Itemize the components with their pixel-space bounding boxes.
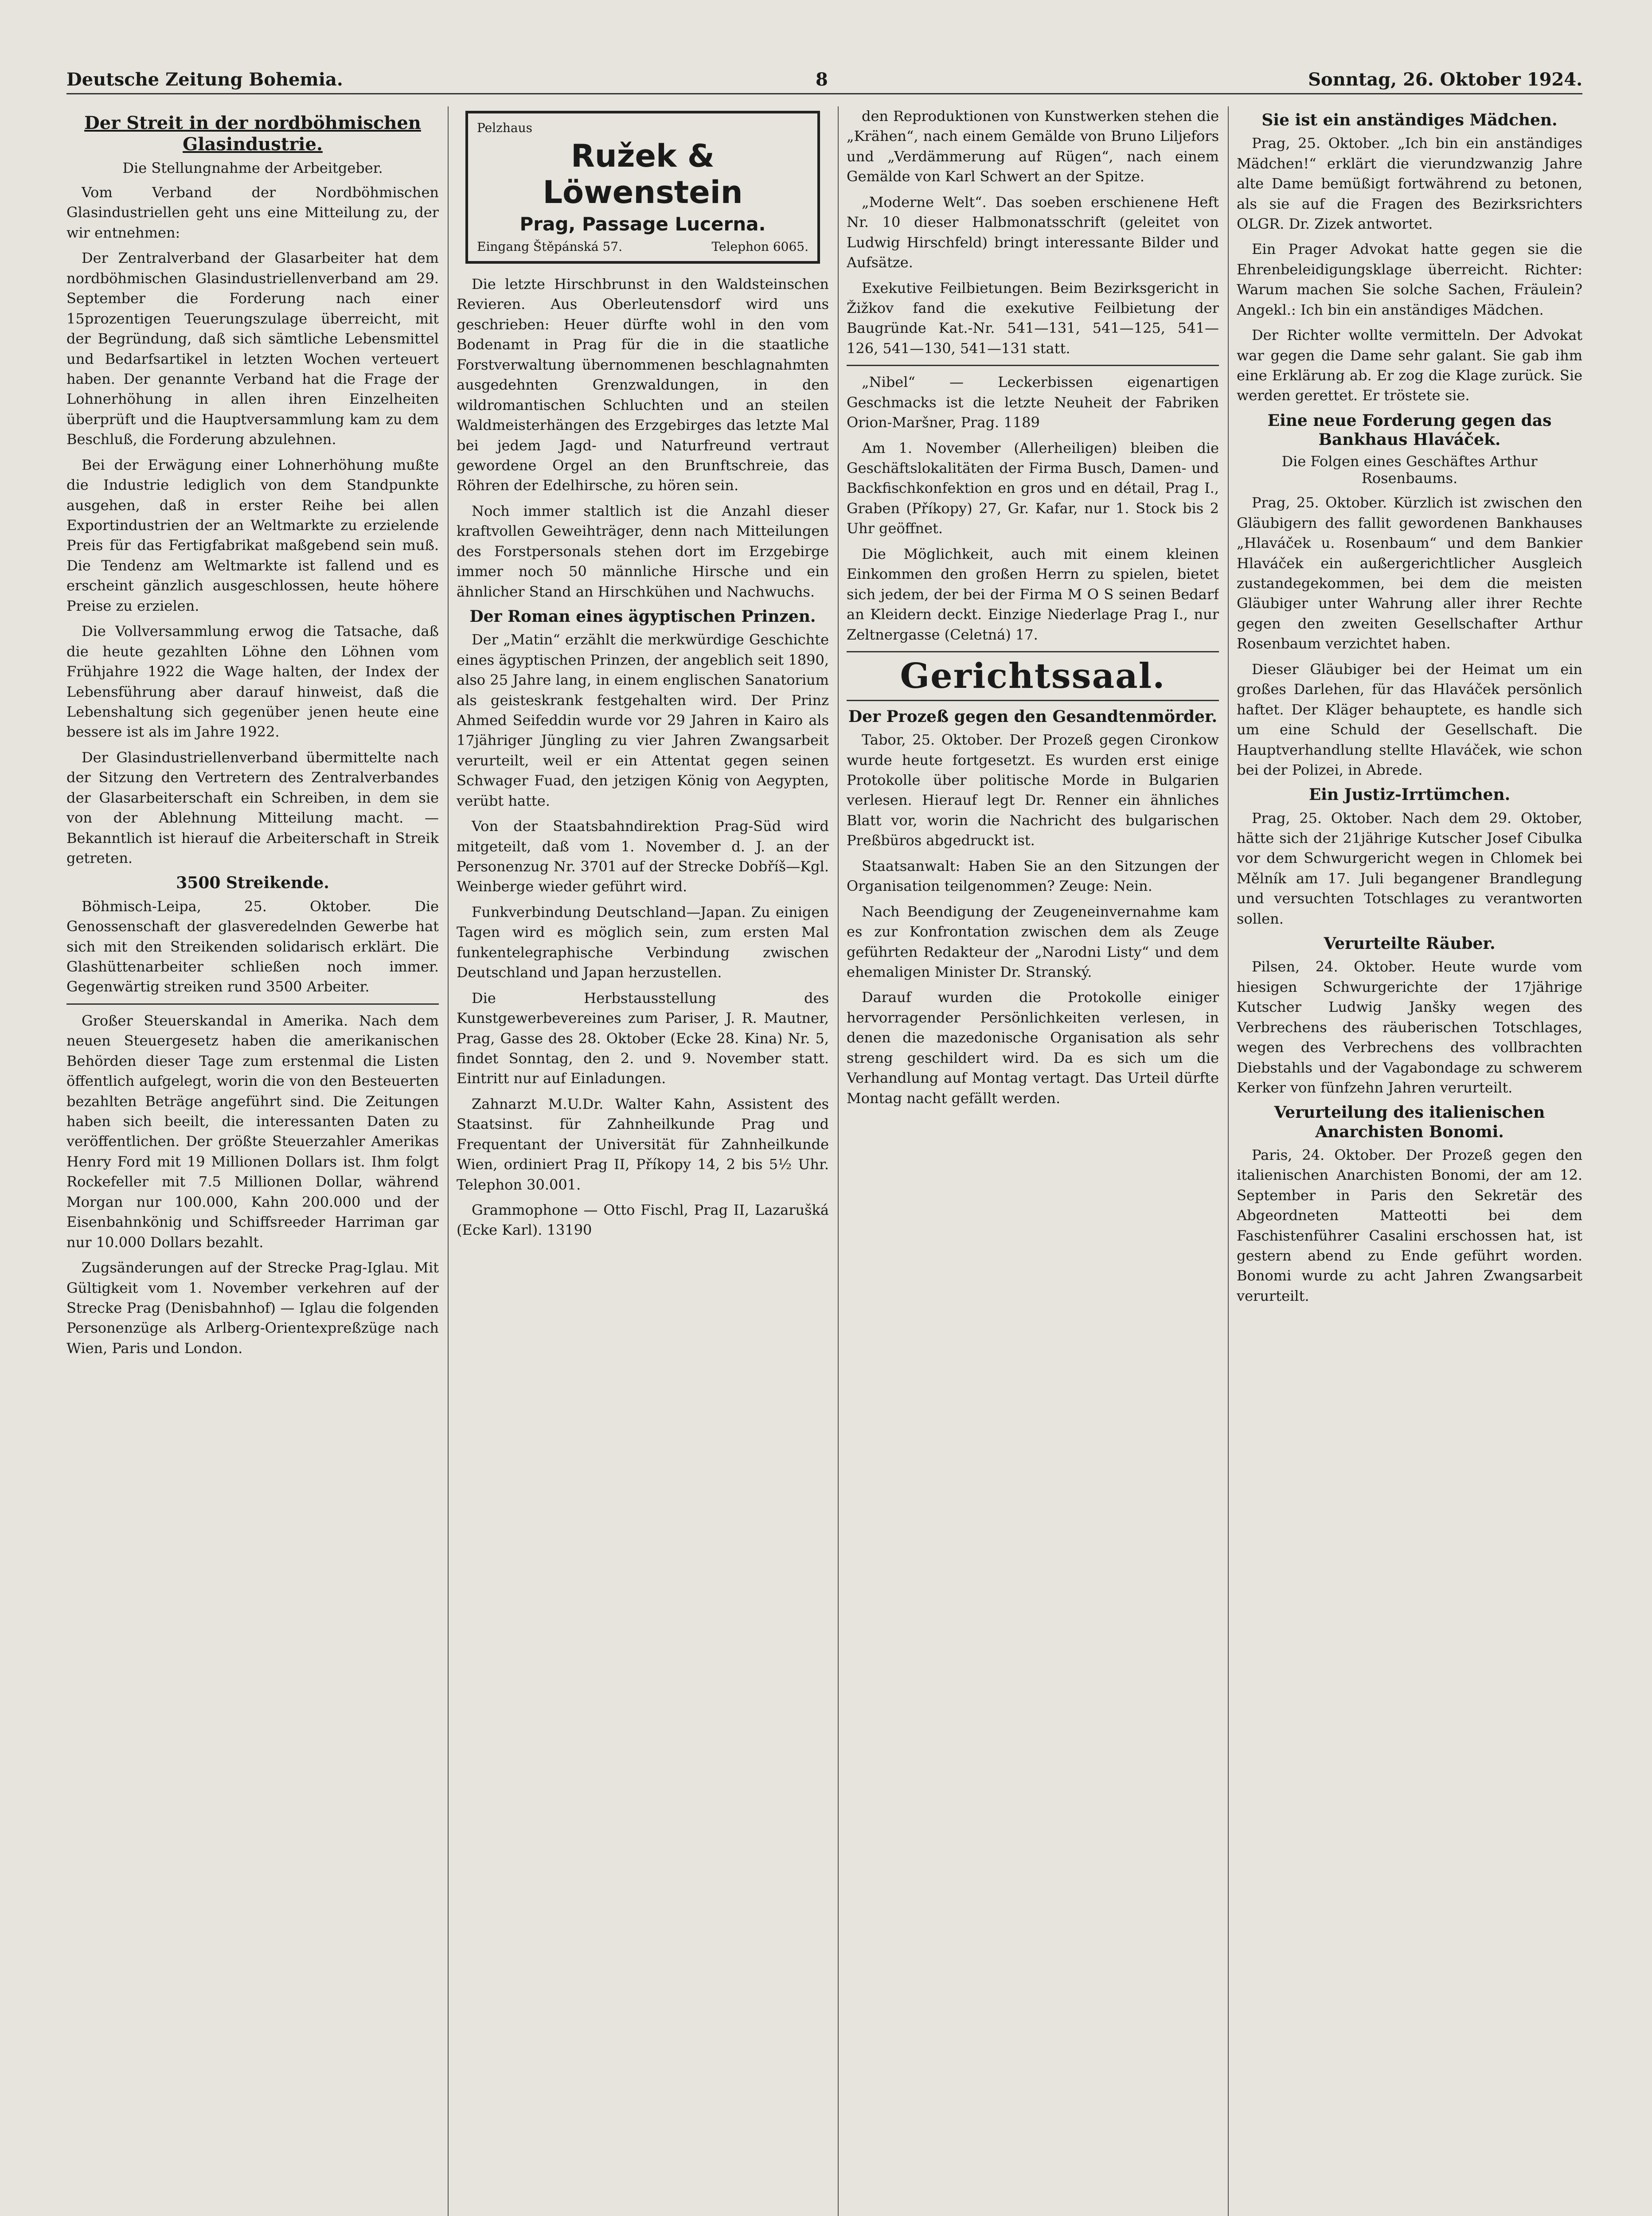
article-subtitle: Die Stellungnahme der Arbeitgeber. xyxy=(122,160,383,176)
article-paragraph: Paris, 24. Oktober. Der Prozeß gegen den italienischen Anarchisten Bonomi, der am 12. September in Paris den Sekretär des Abgeordneten Matteotti bei dem Faschistenführer Casalini erschossen hat, ist gestern abend zu Ende geführt worden. Bonomi wurde zu acht Jahren Zwangsarbeit verurteilt. xyxy=(1237,1146,1582,1304)
article-title-envoy-murderer: Der Prozeß gegen den Gesandtenmörder. xyxy=(848,707,1218,726)
article-paragraph: Großer Steuerskandal in Amerika. Nach dem neuen Steuergesetz haben die amerikanischen Behörden dieser Tage zum erstenmal die Listen öffentlich aufgelegt, worin die von den Besteuerten bezahlten Beträge angeführt sind. Die Zeitungen haben sich beeilt, die interessanten Daten zu veröffentlichen. Der größte Steuerzahler Amerikas Henry Ford mit 19 Millionen Dollars ist. Ihm folgt Rockefeller mit 7.5 Millionen Dollar, während Morgan nur 100.000, Kahn 200.000 und der Eisenbahnkönig und Schiffsreeder Harriman gar nur 10.000 Dollars bezahlt. xyxy=(66,1012,439,1251)
article-paragraph: Pilsen, 24. Oktober. Heute wurde vom hiesigen Schwurgerichte der 17jährige Kutscher Ludwig Janšky wegen des Verbrechens des räuberischen Totschlages, wegen des Verbrechens des vollbrachten Diebstahls und der Vagabondage zu schwerem Kerker von fünfzehn Jahren verurteilt. xyxy=(1237,958,1582,1096)
issue-date: Sonntag, 26. Oktober 1924. xyxy=(1308,69,1582,90)
ad-brand: Ružek & Löwenstein xyxy=(543,138,743,211)
article-paragraph: Die Herbstausstellung des Kunstgewerbevereines zum Pariser, J. R. Mautner, Prag, Gasse des 28. Oktober (Ecke 28. Kina) Nr. 5, findet Sonntag, den 2. und 9. November statt. Eintritt nur auf Einladungen. xyxy=(457,989,829,1087)
divider xyxy=(66,1003,439,1005)
article-title-decent-girl: Sie ist ein anständiges Mädchen. xyxy=(1261,111,1558,129)
article-paragraph: Funkverbindung Deutschland—Japan. Zu einigen Tagen wird es möglich sein, zum ersten Mal funkentelegraphische Verbindung zwischen Deutschland und Japan herzustellen. xyxy=(457,903,829,981)
article-paragraph: Nach Beendigung der Zeugeneinvernahme kam es zur Konfrontation zwischen dem als Zeuge geführten Redakteur der „Narodni Listy“ und dem ehemaligen Minister Dr. Stranský. xyxy=(847,903,1219,980)
article-paragraph: „Moderne Welt“. Das soeben erschienene Heft Nr. 10 dieser Halbmonatsschrift (geleitet von Ludwig Hirschfeld) bringt interessante Bilder und Aufsätze. xyxy=(847,193,1219,271)
article-title-egyptian-prince: Der Roman eines ägyptischen Prinzen. xyxy=(469,607,816,626)
article-paragraph: Prag, 25. Oktober. Kürzlich ist zwischen den Gläubigern des fallit gewordenen Bankhauses „Hlaváček u. Rosenbaum“ und dem Bankier Hlaváček ein außergerichtlicher Ausgleich zustandegekommen, bei dem die meisten Gläubiger unter Wahrung aller ihrer Rechte gegen den zweiten Gesellschafter Arthur Rosenbaum verzichtet haben. xyxy=(1237,494,1582,652)
column-1 xyxy=(66,106,439,2216)
article-paragraph: Die Möglichkeit, auch mit einem kleinen Einkommen den großen Herrn zu spielen, bietet sich jedem, der bei der Firma M O S seinen Bedarf an Kleidern deckt. Einzige Niederlage Prag I., nur Zeltnergasse (Celetná) 17. xyxy=(847,545,1219,643)
article-title-glass-strike: Der Streit in der nordböhmischen Glasindustrie. xyxy=(84,113,421,155)
article-paragraph: Tabor, 25. Oktober. Der Prozeß gegen Cironkow wurde heute fortgesetzt. Es wurden erst einige Protokolle über politische Morde in Bulgarien verlesen. Hierauf legt Dr. Renner ein ähnliches Blatt vor, worin die Nachricht des bulgarischen Preßbüros abgedruckt ist. xyxy=(847,731,1219,849)
article-paragraph: Der Richter wollte vermitteln. Der Advokat war gegen die Dame sehr galant. Sie gab ihm eine Erklärung ab. Er zog die Klage zurück. Sie werden gerettet. Er tröstete sie. xyxy=(1237,327,1582,404)
article-paragraph: Darauf wurden die Protokolle einiger hervorragender Persönlichkeiten verlesen, in denen die mazedonische Organisation als sehr streng geschildert wird. Da es sich um die Verhandlung auf Montag vertagt. Das Urteil dürfte Montag nacht gefällt werden. xyxy=(847,989,1219,1107)
column-rule xyxy=(448,106,449,2216)
column-2 xyxy=(457,106,829,2216)
column-rule xyxy=(838,106,839,2216)
article-paragraph: Zugsänderungen auf der Strecke Prag-Iglau. Mit Gültigkeit vom 1. November verkehren auf der Strecke Prag (Denisbahnhof) — Iglau die folgenden Personenzüge als Arlberg-Orientexpreßzüge nach Wien, Paris und London. xyxy=(66,1259,439,1357)
article-paragraph: den Reproduktionen von Kunstwerken stehen die „Krähen“, nach einem Gemälde von Bruno Liljefors und „Verdämmerung auf Rügen“, nach einem Gemälde von Karl Schwert an der Spitze. xyxy=(847,108,1219,185)
newspaper-page xyxy=(66,66,1582,2216)
article-paragraph: Ein Prager Advokat hatte gegen sie die Ehrenbeleidigungsklage überreicht. Richter: Warum machen Sie solche Sachen, Fräulein? Angekl.: Ich bin ein anständiges Mädchen. xyxy=(1237,241,1582,318)
article-paragraph: Die Vollversammlung erwog die Tatsache, daß die heute gezahlten Löhne den Löhnen vom Frühjahre 1922 die Wage halten, der Index der Lebensführung aber darauf hinweist, daß die Lebenshaltung sich gegenüber jenen heute eine bessere ist als im Jahre 1922. xyxy=(66,623,439,741)
article-paragraph: Bei der Erwägung einer Lohnerhöhung mußte die Industrie lediglich von dem Standpunkte ausgehen, daß in erster Reihe bei allen Exportindustrien der an Weltmarkte zu erzielende Preis für das Fertigfabrikat maßgebend sein muß. Die Tendenz am Weltmarkte ist fallend und es erscheint gänzlich ausgeschlossen, heute höhere Preise zu erzielen. xyxy=(66,456,439,614)
column-3 xyxy=(847,106,1219,2216)
masthead-name: Deutsche Zeitung Bohemia. xyxy=(66,69,343,90)
article-paragraph: Der „Matin“ erzählt die merkwürdige Geschichte eines ägyptischen Prinzen, der angeblich seit 1890, also 25 Jahre lang, in einem englischen Sanatorium als geisteskrank festgehalten wird. Der Prinz Ahmed Seifeddin wurde vor 29 Jahren in Kairo als 17jähriger Jüngling zu vier Jahren Zwangsarbeit verurteilt, weil er ein Attentat gegen seinen Schwager Fuad, den jetzigen König von Aegypten, verübt hatte. xyxy=(457,631,829,809)
article-paragraph: Vom Verband der Nordböhmischen Glasindustriellen geht uns eine Mitteilung zu, der wir entnehmen: xyxy=(66,184,439,241)
article-title-bank-claim: Eine neue Forderung gegen das Bankhaus Hlaváček. xyxy=(1267,411,1552,449)
article-subtitle: Die Folgen eines Geschäftes Arthur Rosenbaums. xyxy=(1281,453,1538,487)
column-rule xyxy=(1228,106,1229,2216)
column-4 xyxy=(1237,106,1582,2216)
article-paragraph: Böhmisch-Leipa, 25. Oktober. Die Genossenschaft der glasveredelnden Gewerbe hat sich mit den Streikenden solidarisch erklärt. Die Glashüttenarbeiter schließen noch immer. Gegenwärtig streiken rund 3500 Arbeiter. xyxy=(66,897,439,995)
article-paragraph: Prag, 25. Oktober. Nach dem 29. Oktober, hätte sich der 21jährige Kutscher Josef Cibulka vor dem Schwurgericht wegen in Chlomek bei Mělník am 17. Juli begangener Brandlegung und versuchten Totschlages zu verantworten sollen. xyxy=(1237,809,1582,927)
article-paragraph: Von der Staatsbahndirektion Prag-Süd wird mitgeteilt, daß vom 1. November d. J. an der Personenzug Nr. 3701 auf der Strecke Dobříš—Kgl. Weinberge wieder geführt wird. xyxy=(457,818,829,895)
article-paragraph: Exekutive Feilbietungen. Beim Bezirksgericht in Žižkov fand die exekutive Feilbietung der Baugründe Kat.-Nr. 541—131, 541—125, 541—126, 541—130, 541—131 statt. xyxy=(847,279,1219,357)
article-paragraph: Der Glasindustriellenverband übermittelte nach der Sitzung den Vertretern des Zentralverbandes der Glasarbeiterschaft ein Schreiben, in dem sie von der Ablehnung Mitteilung macht. — Bekanntlich ist hierauf die Arbeiterschaft in Streik getreten. xyxy=(66,749,439,866)
running-header xyxy=(66,66,1582,94)
divider xyxy=(847,365,1219,366)
article-title-judicial-error: Ein Justiz-Irrtümchen. xyxy=(1308,785,1511,804)
advertisement-box xyxy=(465,111,820,264)
section-heading-court: Gerichtssaal. xyxy=(847,651,1219,701)
article-paragraph: Der Zentralverband der Glasarbeiter hat dem nordböhmischen Glasindustriellenverband am 29. September die Forderung nach einer 15prozentigen Teuerungszulage überreicht, mit der Begründung, daß sich sämtliche Lebensmittel und Bedarfsartikel in letzten Wochen verteuert haben. Der genannte Verband hat die Frage der Lohnerhöhung in allen ihren Einzelheiten überprüft und die Hauptversammlung kam zu dem Beschluß, die Forderung abzulehnen. xyxy=(66,250,439,448)
article-title-strikers: 3500 Streikende. xyxy=(176,874,329,893)
article-paragraph: Staatsanwalt: Haben Sie an den Sitzungen der Organisation teilgenommen? Zeuge: Nein. xyxy=(847,857,1219,895)
ad-tagline: Pelzhaus xyxy=(477,121,532,135)
ad-address: Prag, Passage Lucerna. xyxy=(519,213,766,235)
article-paragraph: Die letzte Hirschbrunst in den Waldsteinschen Revieren. Aus Oberleutensdorf wird uns geschrieben: Heuer dürfte wohl in den vom Bodenamt in Prag für die in die staatliche Forstverwaltung übernommenen beschlagnahmten ausgedehnten Grenzwaldungen, in den wildromantischen Schluchten und an steilen Waldmeisterhängen des Erzgebirges das letzte Mal bei jedem Jagd- und Naturfreund vertraut gewordene Orgel an den Brunftschreie, das Röhren der Edelhirsche, zu hören sein. xyxy=(457,276,829,494)
ad-phone: Telephon 6065. xyxy=(711,239,808,254)
article-title-anarchist-bonomi: Verurteilung des italienischen Anarchisten Bonomi. xyxy=(1274,1103,1545,1141)
page-number: 8 xyxy=(816,69,828,90)
article-paragraph: Zahnarzt M.U.Dr. Walter Kahn, Assistent des Staatsinst. für Zahnheilkunde Prag und Frequentant der Universität für Zahnheilkunde Wien, ordiniert Prag II, Příkopy 14, 2 bis 5½ Uhr. Telephon 30.001. xyxy=(457,1095,829,1193)
article-paragraph: Am 1. November (Allerheiligen) bleiben die Geschäftslokalitäten der Firma Busch, Damen- und Backfischkonfektion en gros und en détail, Prag I., Graben (Příkopy) 27, Gr. Kafar, nur 1. Stock bis 2 Uhr geöffnet. xyxy=(847,439,1219,537)
article-paragraph: Prag, 25. Oktober. „Ich bin ein anständiges Mädchen!“ erklärt die vierundzwanzig Jahre alte Dame bemüßigt fortwährend zu betonen, als sie auf die Fragen des Bezirksrichters OLGR. Dr. Zizek antwortet. xyxy=(1237,135,1582,232)
article-paragraph: Grammophone — Otto Fischl, Prag II, Lazarušká (Ecke Karl). 13190 xyxy=(457,1202,829,1239)
article-paragraph: „Nibel“ — Leckerbissen eigenartigen Geschmacks ist die letzte Neuheit der Fabriken Orion-Maršner, Prag. 1189 xyxy=(847,374,1219,431)
article-paragraph: Dieser Gläubiger bei der Heimat um ein großes Darlehen, für das Hlaváček persönlich haftet. Der Kläger behauptete, es handle sich um eine Schuld der Gesellschaft. Die Hauptverhandlung stellte Hlaváček, wie schon bei der Polizei, in Abrede. xyxy=(1237,660,1582,778)
ad-entrance: Eingang Štěpánská 57. xyxy=(477,239,623,254)
article-paragraph: Noch immer staltlich ist die Anzahl dieser kraftvollen Geweihträger, denn nach Mitteilungen des Forstpersonals stehen dort im Erzgebirge immer noch 50 männliche Hirsche und ein ähnlicher Stand an Hirschkühen und Nachwuchs. xyxy=(457,502,829,600)
article-title-convicted-robbers: Verurteilte Räuber. xyxy=(1324,934,1496,953)
